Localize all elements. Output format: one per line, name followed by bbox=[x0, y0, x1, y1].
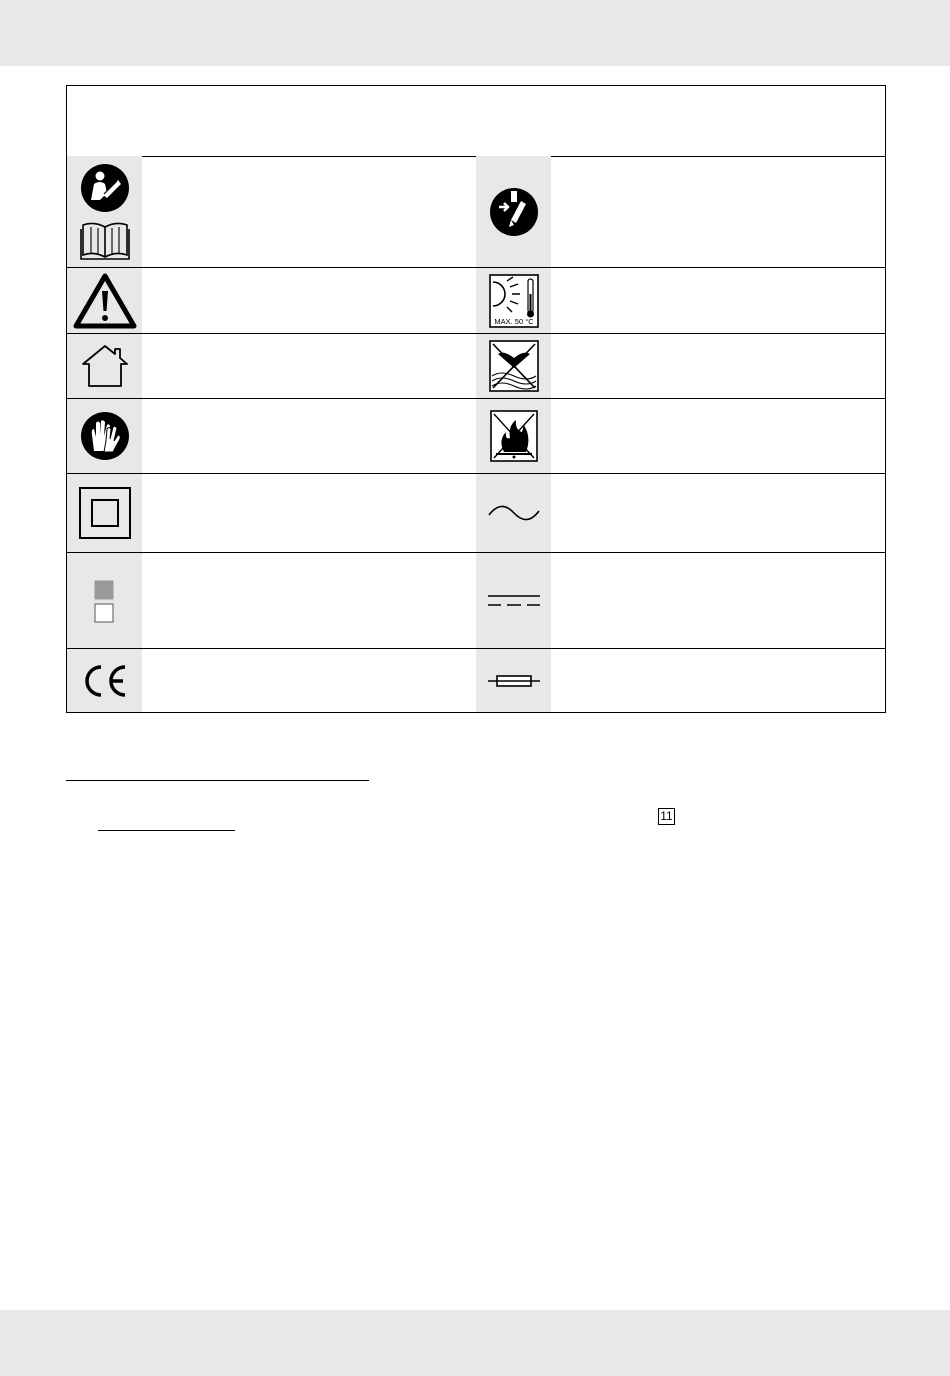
symbol-description bbox=[551, 474, 885, 552]
direct-current-icon bbox=[486, 593, 542, 609]
symbol-description bbox=[551, 649, 885, 712]
symbol-description bbox=[142, 399, 477, 473]
section-heading-underline bbox=[66, 780, 369, 781]
table-title bbox=[67, 86, 885, 157]
table-row bbox=[67, 268, 885, 334]
table-row bbox=[67, 334, 885, 399]
protection-class-ii-icon bbox=[78, 486, 132, 540]
alternating-current-icon bbox=[487, 501, 541, 525]
fuse-icon bbox=[487, 674, 541, 688]
max-temperature-label: MAX. 50 °C bbox=[493, 316, 534, 326]
symbol-description bbox=[142, 553, 477, 648]
max-temperature-icon bbox=[489, 274, 539, 328]
symbol-description bbox=[551, 334, 885, 398]
no-water-icon bbox=[489, 340, 539, 392]
ce-mark-icon bbox=[81, 664, 129, 698]
disconnect-plug-icon bbox=[489, 187, 539, 237]
indoor-use-icon bbox=[79, 344, 131, 388]
protective-gloves-icon bbox=[80, 411, 130, 461]
symbol-description bbox=[551, 268, 885, 333]
symbol-description bbox=[142, 268, 477, 333]
symbol-description bbox=[551, 399, 885, 473]
symbol-description bbox=[551, 156, 885, 267]
fire-hazard-icon bbox=[490, 410, 538, 462]
table-row bbox=[67, 649, 885, 712]
symbol-description bbox=[142, 474, 477, 552]
symbol-description bbox=[551, 553, 885, 648]
footer-band bbox=[0, 1310, 950, 1376]
subheading-underline bbox=[98, 830, 235, 831]
table-row bbox=[67, 553, 885, 649]
reference-number-box: 11 bbox=[658, 808, 675, 825]
header-band bbox=[0, 0, 950, 66]
symbol-description bbox=[142, 334, 477, 398]
warning-triangle-icon bbox=[73, 273, 137, 329]
open-book-icon bbox=[79, 219, 131, 261]
table-row bbox=[67, 474, 885, 553]
symbols-table bbox=[66, 85, 886, 713]
table-row bbox=[67, 156, 885, 268]
read-manual-icon bbox=[80, 163, 130, 213]
symbol-description bbox=[142, 649, 477, 712]
symbol-description bbox=[142, 156, 477, 267]
polarity-squares-icon bbox=[93, 579, 117, 623]
table-row bbox=[67, 399, 885, 474]
